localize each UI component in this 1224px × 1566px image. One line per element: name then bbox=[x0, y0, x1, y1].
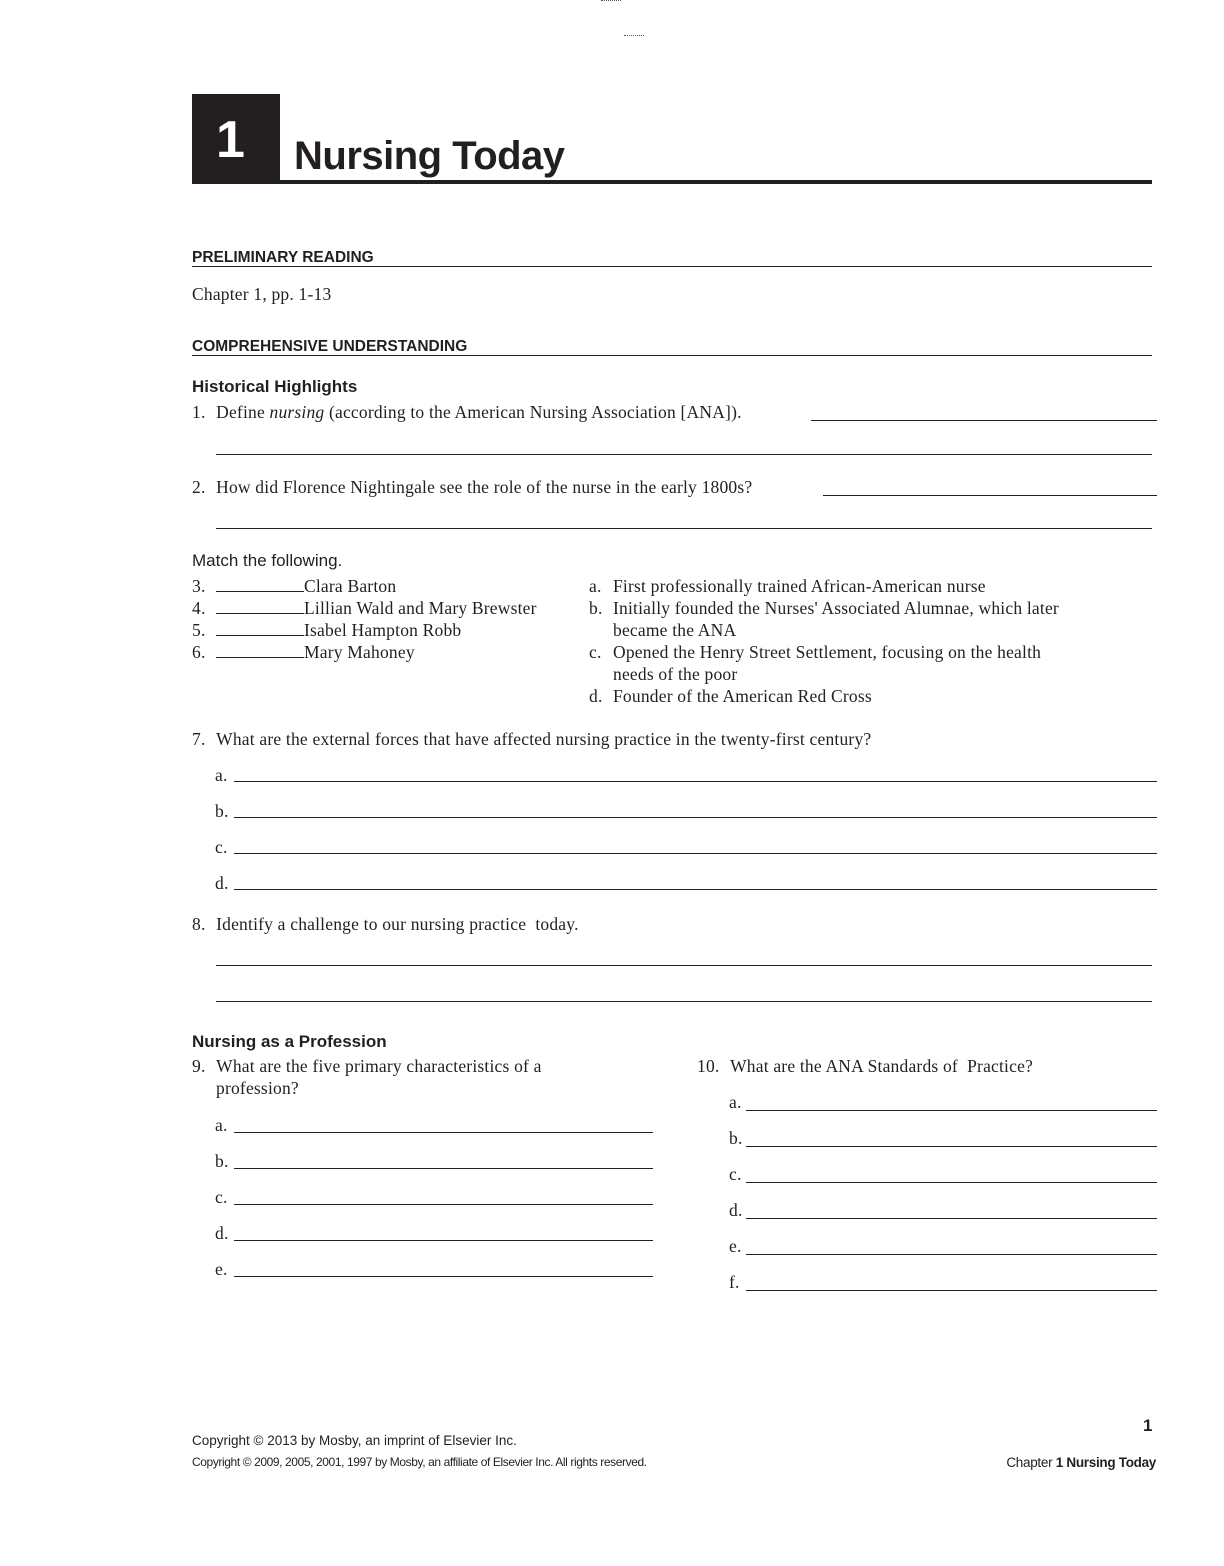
match-item bbox=[192, 576, 396, 597]
item-number: 4. bbox=[192, 598, 206, 618]
match-option-text: First professionally trained African-American nurse bbox=[613, 576, 986, 596]
reading-assignment: Chapter 1, pp. 1-13 bbox=[192, 284, 332, 304]
match-option-letter: d. bbox=[589, 686, 603, 706]
question-7 bbox=[192, 729, 871, 750]
running-footer bbox=[1006, 1455, 1156, 1470]
answer-line[interactable] bbox=[746, 1146, 1157, 1147]
question-text: (according to the American Nursing Association [ANA]). bbox=[324, 402, 742, 422]
answer-line[interactable] bbox=[746, 1218, 1157, 1219]
answer-line[interactable] bbox=[746, 1182, 1157, 1183]
question-number: 9. bbox=[192, 1056, 206, 1076]
running-footer-prefix: Chapter bbox=[1006, 1455, 1056, 1470]
answer-line[interactable] bbox=[746, 1290, 1157, 1291]
match-option-letter: a. bbox=[589, 576, 602, 596]
match-item bbox=[192, 642, 415, 663]
answer-line[interactable] bbox=[216, 1001, 1152, 1002]
match-option-letter: b. bbox=[589, 598, 603, 618]
question-1 bbox=[192, 402, 742, 423]
answer-letter: d. bbox=[215, 873, 229, 893]
match-blank[interactable] bbox=[216, 643, 304, 658]
item-text: Lillian Wald and Mary Brewster bbox=[304, 598, 537, 618]
match-option-text: Founder of the American Red Cross bbox=[613, 686, 872, 706]
question-number: 2. bbox=[192, 477, 206, 497]
item-text: Mary Mahoney bbox=[304, 642, 415, 662]
copyright-line-2: Copyright © 2009, 2005, 2001, 1997 by Mosby, an affiliate of Elsevier Inc. All rights reserved. bbox=[192, 1455, 647, 1469]
chapter-title: Nursing Today bbox=[294, 134, 565, 178]
item-text: Isabel Hampton Robb bbox=[304, 620, 462, 640]
match-blank[interactable] bbox=[216, 599, 304, 614]
chapter-number: 1 bbox=[216, 111, 245, 169]
question-9 bbox=[192, 1056, 542, 1077]
question-text: What are the five primary characteristics of a bbox=[216, 1056, 542, 1076]
answer-line[interactable] bbox=[823, 495, 1157, 496]
question-text: profession? bbox=[216, 1078, 299, 1098]
answer-line[interactable] bbox=[746, 1254, 1157, 1255]
section-heading-comprehensive: COMPREHENSIVE UNDERSTANDING bbox=[192, 338, 468, 355]
answer-line[interactable] bbox=[216, 965, 1152, 966]
subheading-profession: Nursing as a Profession bbox=[192, 1032, 387, 1051]
answer-letter: b. bbox=[215, 1151, 229, 1171]
answer-letter: d. bbox=[729, 1200, 743, 1220]
answer-line[interactable] bbox=[234, 1132, 653, 1133]
answer-line[interactable] bbox=[234, 889, 1157, 890]
item-text: Clara Barton bbox=[304, 576, 397, 596]
answer-letter: e. bbox=[729, 1236, 742, 1256]
match-option-text: Initially founded the Nurses' Associated Alumnae, which later bbox=[613, 598, 1059, 618]
answer-letter: b. bbox=[729, 1128, 743, 1148]
running-footer-title: 1 Nursing Today bbox=[1055, 1455, 1156, 1470]
question-number: 10. bbox=[697, 1056, 720, 1076]
question-text: Identify a challenge to our nursing practice today. bbox=[216, 914, 579, 934]
match-option-text: Opened the Henry Street Settlement, focusing on the health bbox=[613, 642, 1042, 662]
answer-letter: e. bbox=[215, 1259, 228, 1279]
match-option-text: needs of the poor bbox=[613, 664, 738, 684]
copyright-line-1: Copyright © 2013 by Mosby, an imprint of Elsevier Inc. bbox=[192, 1433, 517, 1448]
answer-letter: a. bbox=[729, 1092, 742, 1112]
match-instructions: Match the following. bbox=[192, 551, 343, 570]
question-number: 1. bbox=[192, 402, 206, 422]
answer-letter: c. bbox=[729, 1164, 742, 1184]
question-text: Define bbox=[216, 402, 270, 422]
answer-letter: d. bbox=[215, 1223, 229, 1243]
answer-letter: c. bbox=[215, 1187, 228, 1207]
question-text: What are the ANA Standards of Practice? bbox=[730, 1056, 1034, 1076]
answer-letter: a. bbox=[215, 1115, 228, 1135]
question-text: What are the external forces that have affected nursing practice in the twenty-first century? bbox=[216, 729, 872, 749]
answer-line[interactable] bbox=[234, 1240, 653, 1241]
answer-letter: a. bbox=[215, 765, 228, 785]
question-2 bbox=[192, 477, 752, 498]
match-blank[interactable] bbox=[216, 577, 304, 592]
answer-line[interactable] bbox=[234, 853, 1157, 854]
crop-mark bbox=[624, 35, 644, 36]
item-number: 5. bbox=[192, 620, 206, 640]
question-number: 8. bbox=[192, 914, 206, 934]
section-heading-preliminary: PRELIMINARY READING bbox=[192, 249, 374, 266]
question-text: How did Florence Nightingale see the role of the nurse in the early 1800s? bbox=[216, 477, 753, 497]
item-number: 6. bbox=[192, 642, 206, 662]
answer-line[interactable] bbox=[746, 1110, 1157, 1111]
match-item bbox=[192, 598, 537, 619]
answer-line[interactable] bbox=[216, 454, 1152, 455]
answer-line[interactable] bbox=[234, 817, 1157, 818]
subheading-historical: Historical Highlights bbox=[192, 377, 358, 396]
match-blank[interactable] bbox=[216, 621, 304, 636]
question-8 bbox=[192, 914, 579, 935]
question-10 bbox=[697, 1056, 1033, 1077]
answer-line[interactable] bbox=[234, 1204, 653, 1205]
page-number: 1 bbox=[1143, 1416, 1153, 1435]
item-number: 3. bbox=[192, 576, 206, 596]
match-option-text: became the ANA bbox=[613, 620, 737, 640]
answer-letter: c. bbox=[215, 837, 228, 857]
answer-line[interactable] bbox=[234, 1276, 653, 1277]
answer-line[interactable] bbox=[811, 420, 1157, 421]
match-item bbox=[192, 620, 461, 641]
answer-line[interactable] bbox=[234, 781, 1157, 782]
answer-line[interactable] bbox=[234, 1168, 653, 1169]
title-rule bbox=[280, 180, 1152, 184]
crop-mark bbox=[601, 0, 621, 1]
answer-letter: b. bbox=[215, 801, 229, 821]
question-emphasis: nursing bbox=[269, 402, 325, 422]
answer-letter: f. bbox=[729, 1272, 740, 1292]
question-number: 7. bbox=[192, 729, 206, 749]
answer-line[interactable] bbox=[216, 528, 1152, 529]
section-rule bbox=[192, 355, 1152, 356]
match-option-letter: c. bbox=[589, 642, 602, 662]
section-rule bbox=[192, 266, 1152, 267]
